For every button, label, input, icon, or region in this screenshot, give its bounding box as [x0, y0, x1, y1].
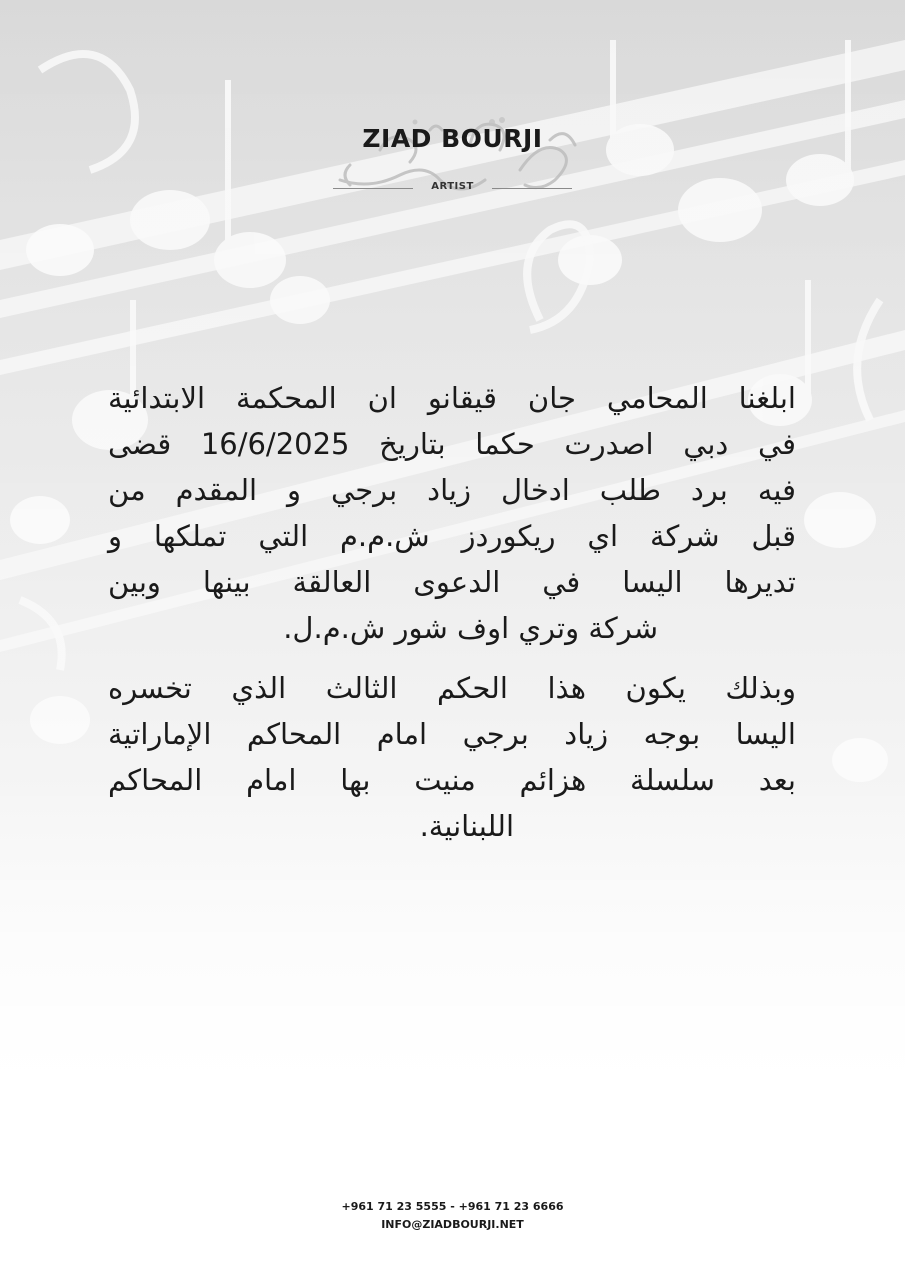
phone-numbers: +961 71 23 5555 - +961 71 23 6666 [341, 1200, 564, 1213]
email-address: INFO@ZIADBOURJI.NET [381, 1218, 524, 1231]
text-line: بعد سلسلة هزائم منيت بها امام المحاكم [108, 763, 796, 797]
contact-footer [0, 1198, 905, 1234]
paragraph-1 [108, 375, 796, 651]
text-line: في دبي اصدرت حكما بتاريخ 16/6/2025 قضى [108, 427, 796, 461]
text-line: قبل شركة اي ريكوردز ش.م.م التي تملكها و [108, 519, 796, 553]
letterhead [0, 110, 905, 210]
statement-text [108, 375, 796, 849]
paragraph-2 [108, 665, 796, 849]
text-line: فيه برد طلب ادخال زياد برجي و المقدم من [108, 473, 796, 507]
brand-rule-right [492, 188, 572, 189]
text-line: ابلغنا المحامي جان قيقانو ان المحكمة الابتدائية [108, 381, 796, 415]
text-line: اليسا بوجه زياد برجي امام المحاكم الإماراتية [108, 717, 796, 751]
brand-name: ZIAD BOURJI [362, 124, 543, 153]
text-line: تديرها اليسا في الدعوى العالقة بينها وبين [108, 565, 796, 599]
text-line: شركة وتري اوف شور ش.م.ل. [283, 611, 658, 645]
text-line: وبذلك يكون هذا الحكم الثالث الذي تخسره [108, 671, 796, 705]
brand-role: ARTIST [431, 181, 474, 192]
text-line: اللبنانية. [419, 809, 514, 843]
